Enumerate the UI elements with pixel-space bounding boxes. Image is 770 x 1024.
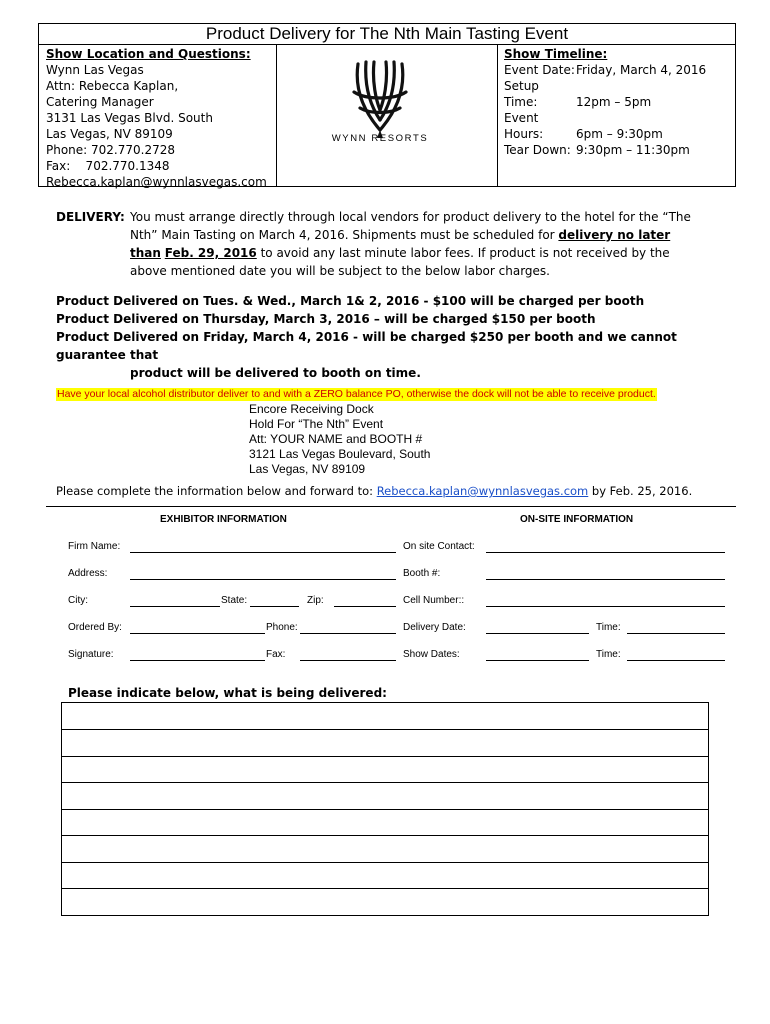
firm-name-label: Firm Name:: [68, 541, 121, 552]
ship-to-line: Encore Receiving Dock: [249, 402, 374, 416]
delivery-label: DELIVERY:: [56, 210, 125, 224]
show-time-label: Time:: [596, 649, 621, 660]
show-dates-field[interactable]: [486, 660, 589, 661]
zip-field[interactable]: [334, 606, 396, 607]
show-time-field[interactable]: [627, 660, 725, 661]
ship-to-line: Att: YOUR NAME and BOOTH #: [249, 432, 423, 446]
onsite-contact-field[interactable]: [486, 552, 725, 553]
items-row-divider: [62, 835, 708, 836]
items-row-divider: [62, 756, 708, 757]
timeline-key: Event Hours:: [504, 111, 544, 141]
charge-line: Product Delivered on Tues. & Wed., March 1& 2, 2016 - $100 will be charged per booth: [56, 294, 645, 308]
address-field[interactable]: [130, 579, 396, 580]
signature-label: Signature:: [68, 649, 114, 660]
show-dates-label: Show Dates:: [403, 649, 460, 660]
delivery-date-label: Delivery Date:: [403, 622, 466, 633]
delivery-time-field[interactable]: [627, 633, 725, 634]
ship-to-address: [249, 402, 430, 477]
items-prompt: Please indicate below, what is being delivered:: [68, 686, 387, 700]
cell-number-field[interactable]: [486, 606, 725, 607]
exhibitor-heading: EXHIBITOR INFORMATION: [160, 514, 287, 525]
ship-to-line: Hold For “The Nth” Event: [249, 417, 384, 431]
timeline-key: Tear Down:: [504, 143, 571, 157]
location-line: Las Vegas, NV 89109: [46, 127, 173, 141]
city-field[interactable]: [130, 606, 220, 607]
delivery-text: [130, 208, 705, 280]
timeline-value: Friday, March 4, 2016: [576, 63, 707, 77]
charge-line: Product Delivered on Thursday, March 3, 2016 – will be charged $150 per booth: [56, 312, 596, 326]
state-label: State:: [221, 595, 248, 606]
items-row-divider: [62, 782, 708, 783]
onsite-heading: ON-SITE INFORMATION: [520, 514, 634, 525]
location-email: Rebecca.kaplan@wynnlasvegas.com: [46, 175, 267, 189]
ship-to-line: 3121 Las Vegas Boulevard, South: [249, 447, 431, 461]
ordered-by-field[interactable]: [130, 633, 265, 634]
header-divider-left: [276, 45, 277, 187]
timeline-heading: Show Timeline:: [504, 47, 608, 61]
delivery-text-part: You must arrange directly through local vendors for product delivery to the hotel for the “The Nth” Main Tasting on March 4, 2016. Shipments must be scheduled for: [130, 210, 691, 242]
ship-to-line: Las Vegas, NV 89109: [249, 462, 366, 476]
state-field[interactable]: [250, 606, 299, 607]
location-line: Fax: 702.770.1348: [46, 159, 170, 173]
complete-instructions: [56, 484, 692, 498]
location-line: Attn: Rebecca Kaplan,: [46, 79, 179, 93]
fax-field[interactable]: [300, 660, 396, 661]
signature-field[interactable]: [130, 660, 265, 661]
show-timeline: [504, 46, 706, 158]
charge-line: Product Delivered on Friday, March 4, 2016 - will be charged $250 per booth and we cannot guarantee that: [56, 330, 677, 362]
ordered-by-label: Ordered By:: [68, 622, 122, 633]
timeline-row: [504, 62, 706, 78]
alcohol-notice: Have your local alcohol distributor deliver to and with a ZERO balance PO, otherwise the dock will not be able to receive product.: [57, 388, 656, 400]
onsite-contact-label: On site Contact:: [403, 541, 475, 552]
booth-field[interactable]: [486, 579, 725, 580]
page-title: Product Delivery for The Nth Main Tasting Event: [38, 23, 736, 45]
delivery-deadline-date: Feb. 29, 2016: [164, 246, 257, 260]
timeline-row: [504, 110, 706, 142]
location-line: Catering Manager: [46, 95, 154, 109]
zip-label: Zip:: [307, 595, 324, 606]
location-line: Phone: 702.770.2728: [46, 143, 176, 157]
complete-text: by Feb. 25, 2016.: [588, 484, 693, 498]
phone-label: Phone:: [266, 622, 298, 633]
items-row-divider: [62, 729, 708, 730]
cell-number-label: Cell Number::: [403, 595, 465, 606]
show-location-heading: Show Location and Questions:: [46, 47, 251, 61]
timeline-row: [504, 78, 706, 110]
delivery-deadline: delivery no later than: [130, 228, 671, 260]
logo-text: WYNN RESORTS: [331, 133, 429, 144]
complete-text: Please complete the information below and forward to:: [56, 484, 377, 498]
show-location: [46, 46, 267, 190]
items-table: [61, 702, 709, 916]
delivery-time-label: Time:: [596, 622, 621, 633]
labor-charges: [56, 292, 716, 382]
items-row-divider: [62, 809, 708, 810]
timeline-value: 12pm – 5pm: [576, 95, 652, 109]
header-divider-right: [497, 45, 498, 187]
items-row-divider: [62, 862, 708, 863]
city-label: City:: [68, 595, 88, 606]
items-row-divider: [62, 888, 708, 889]
firm-name-field[interactable]: [130, 552, 396, 553]
timeline-value: 6pm – 9:30pm: [576, 127, 663, 141]
address-label: Address:: [68, 568, 108, 579]
timeline-key: Event Date:: [504, 63, 575, 77]
timeline-row: [504, 142, 706, 158]
email-link[interactable]: Rebecca.kaplan@wynnlasvegas.com: [376, 484, 589, 498]
charge-line: product will be delivered to booth on time.: [130, 366, 421, 380]
location-line: 3131 Las Vegas Blvd. South: [46, 111, 213, 125]
delivery-text-part: to avoid any last minute labor fees. If product is not received by the above mentioned date you will be subject to the below labor charges.: [130, 246, 670, 278]
timeline-value: 9:30pm – 11:30pm: [576, 143, 690, 157]
location-line: Wynn Las Vegas: [46, 63, 144, 77]
delivery-date-field[interactable]: [486, 633, 589, 634]
phone-field[interactable]: [300, 633, 396, 634]
timeline-key: Setup Time:: [504, 79, 539, 109]
booth-label: Booth #:: [403, 568, 441, 579]
section-divider: [46, 506, 736, 507]
fax-label: Fax:: [266, 649, 286, 660]
